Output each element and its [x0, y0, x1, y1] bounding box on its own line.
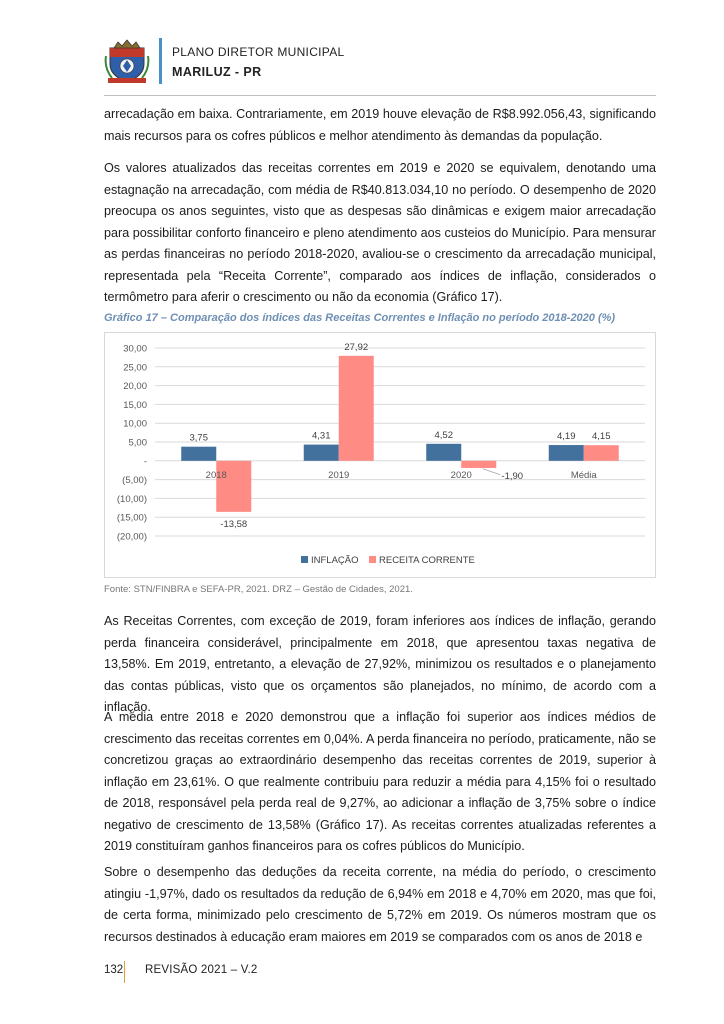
y-tick-label: 15,00 — [123, 399, 147, 411]
chart-caption: Gráfico 17 – Comparação dos índices das Receitas Correntes e Inflação no período 2018-2020 (%) — [104, 312, 616, 324]
y-tick-label: 25,00 — [123, 362, 147, 374]
category-label: 2020 — [450, 469, 472, 481]
paragraph-5: Sobre o desempenho das deduções da receita corrente, na média do período, o crescimento atingiu -1,97%, dado os resultados da redução de 6,94% em 2018 e 4,70% em 2020, mas que foi, de certa forma, minimizado pelo crescimento de 5,72% em 2019. Os números mostram que os recursos destinados à educação eram maiores em 2019 se comparados com os anos de 2018 e — [104, 865, 656, 944]
paragraph-2: Os valores atualizados das receitas correntes em 2019 e 2020 se equivalem, denotando uma estagnação na arrecadação, com média de R$40.813.034,10 no período. O desempenho de 2020 preocupa os anos seguintes, visto que as despesas são dinâmicas e exigem maior arrecadação para possibilitar conforto financeiro e pleno atendimento aos custeios do Município. Para mensurar as perdas financeiras no período 2018-2020, avaliou-se o crescimento da arrecadação municipal, representada pela “Receita Corrente”, comparado aos índices de inflação, considerados o termômetro para aferir o crescimento ou não da economia (Gráfico 17). — [104, 161, 656, 304]
category-label: 2019 — [328, 469, 350, 481]
header-subtitle: MARILUZ - PR — [172, 65, 262, 79]
data-label: 4,19 — [557, 431, 576, 443]
header-title: PLANO DIRETOR MUNICIPAL — [172, 45, 345, 59]
data-label: 4,15 — [592, 431, 611, 443]
paragraph-1: arrecadação em baixa. Contrariamente, em 2019 houve elevação de R$8.992.056,43, significando mais recursos para os cofres públicos e melhor atendimento às demandas da população. — [104, 107, 656, 143]
paragraph-3: As Receitas Correntes, com exceção de 2019, foram inferiores aos índices de inflação, gerando perda financeira considerável, principalmente em 2018, que apresentou taxas negativa de 13,58%. Em 2019, entretanto, a elevação de 27,92%, minimizou os resultados e o planejamento das contas públicas, visto que os orçamentos são planejados, no mínimo, de acordo com a inflação. — [104, 614, 656, 714]
category-label: Média — [570, 469, 597, 481]
y-tick-label: (15,00) — [116, 512, 147, 524]
data-label: -13,58 — [220, 518, 248, 530]
y-tick-label: (10,00) — [116, 493, 147, 505]
category-label: 2018 — [205, 469, 227, 481]
y-tick-label: 20,00 — [123, 381, 147, 393]
y-tick-label: 30,00 — [123, 343, 147, 355]
legend-swatch — [369, 556, 376, 563]
paragraph-4: A média entre 2018 e 2020 demonstrou que a inflação foi superior aos índices médios de crescimento das receitas correntes em 0,04%. A perda financeira no período, praticamente, não se concretizou graças ao extraordinário desempenho das receitas correntes de 2019, superior à inflação em 23,61%. O que realmente contribuiu para reduzir a média para 4,15% foi o resultado de 2018, responsável pela perda real de 9,27%, ao adicionar a inflação de 3,75% sobre o índice negativo de crescimento de 13,58% (Gráfico 17). As receitas correntes atualizadas referentes a 2019 constituíram ganhos financeiros para os cofres públicos do Município. — [104, 710, 656, 853]
y-tick-label: 10,00 — [123, 418, 147, 430]
y-tick-label: - — [143, 456, 147, 468]
page-number: 132 — [104, 964, 124, 976]
bar-receita-corrente — [216, 461, 251, 512]
legend-label: RECEITA CORRENTE — [379, 555, 475, 566]
bar-receita-corrente — [584, 445, 619, 461]
bar-inflacao — [549, 445, 584, 461]
footer-divider — [124, 961, 125, 983]
data-label: 4,31 — [312, 430, 331, 442]
data-label: 4,52 — [434, 429, 453, 441]
data-label: 27,92 — [344, 341, 369, 353]
bar-receita-corrente — [461, 461, 496, 468]
bar-inflacao — [426, 444, 461, 461]
bar-inflacao — [304, 445, 339, 461]
header-accent-bar — [159, 38, 162, 84]
y-tick-label: (20,00) — [116, 531, 147, 543]
legend-label: INFLAÇÃO — [311, 555, 359, 566]
chart-source: Fonte: STN/FINBRA e SEFA-PR, 2021. DRZ – Gestão de Cidades, 2021. — [104, 584, 413, 595]
page-header — [104, 38, 656, 94]
bar-receita-corrente — [339, 356, 374, 461]
y-tick-label: (5,00) — [122, 475, 147, 487]
bar-chart — [104, 332, 656, 578]
header-divider — [104, 95, 656, 96]
data-label-leader — [483, 469, 501, 475]
data-label: 3,75 — [189, 432, 208, 444]
municipal-coat-of-arms-icon — [104, 38, 150, 84]
data-label: -1,90 — [501, 470, 524, 482]
revision-label: REVISÃO 2021 – V.2 — [145, 964, 258, 976]
y-tick-label: 5,00 — [128, 437, 147, 449]
bar-inflacao — [181, 447, 216, 461]
legend-swatch — [301, 556, 308, 563]
